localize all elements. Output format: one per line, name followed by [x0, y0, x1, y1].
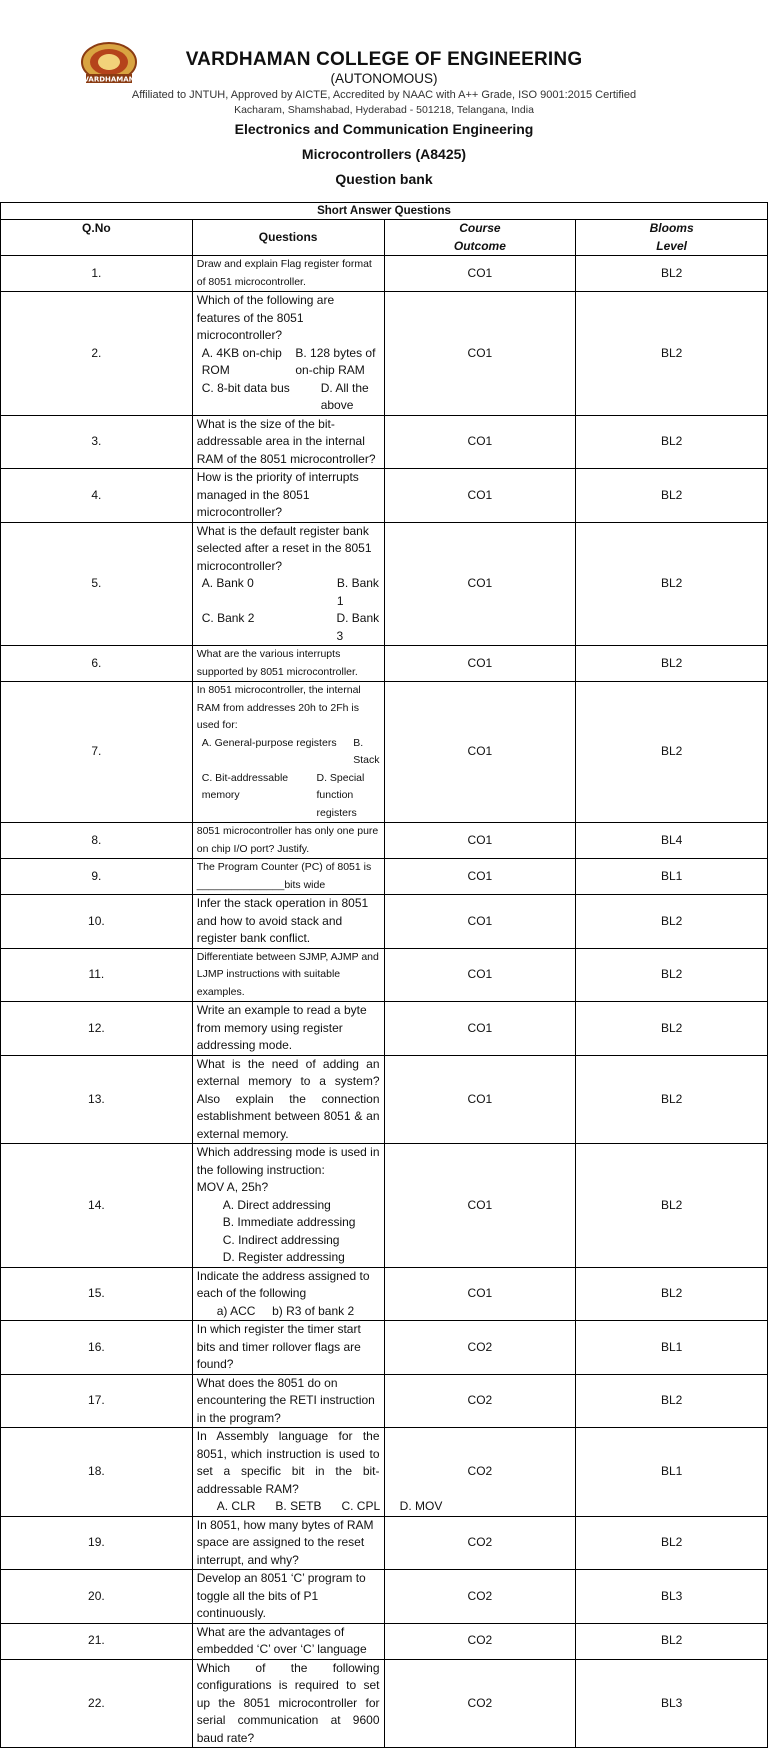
course-outcome: CO1	[384, 415, 576, 469]
course-outcome: CO2	[384, 1428, 576, 1517]
question-number: 3.	[1, 415, 193, 469]
question-text: Which of the following configurations is required to set up the 8051 microcontroller for serial communication at 9600 baud rate?	[196, 1660, 380, 1745]
blooms-level: BL2	[576, 1055, 768, 1144]
question-text: What is the size of the bit-addressable area in the internal RAM of the 8051 microcontroller?	[196, 416, 376, 466]
question-number: 11.	[1, 948, 193, 1002]
blooms-level: BL2	[576, 1002, 768, 1056]
question-text-cell	[192, 1516, 384, 1570]
table-row	[1, 823, 768, 859]
table-row	[1, 859, 768, 895]
blooms-level: BL2	[576, 415, 768, 469]
question-text-cell	[192, 1428, 443, 1517]
course-outcome: CO1	[384, 646, 576, 682]
blooms-level: BL2	[576, 1374, 768, 1428]
question-number: 8.	[1, 823, 193, 859]
question-text: What is the default register bank selected after a reset in the 8051 microcontroller?	[196, 523, 372, 573]
question-text-cell	[192, 895, 384, 949]
question-text: Draw and explain Flag register format of 8051 microcontroller.	[196, 258, 372, 288]
option: C. Indirect addressing	[222, 1232, 340, 1247]
blooms-level: BL2	[576, 1267, 768, 1321]
question-text-cell	[192, 1623, 384, 1659]
question-text-cell	[192, 256, 384, 292]
course-outcome: CO2	[384, 1374, 576, 1428]
option: B. Bank 1	[336, 576, 379, 608]
question-text: Infer the stack operation in 8051 and how to avoid stack and register bank conflict.	[196, 896, 369, 945]
blooms-level: BL2	[576, 292, 768, 416]
question-text-cell	[192, 415, 384, 469]
option-row	[197, 380, 380, 415]
blooms-level: BL2	[576, 646, 768, 682]
course-outcome: CO1	[384, 895, 576, 949]
option-line: A. CLR B. SETB C. CPL D. MOV	[216, 1499, 443, 1513]
blooms-level: BL2	[576, 1144, 768, 1268]
address-line: Kacharam, Shamshabad, Hyderabad - 501218, Telangana, India	[234, 104, 534, 116]
option: A. 4KB on-chip ROM	[201, 345, 282, 377]
col-header-qno: Q.No	[1, 220, 193, 256]
course-outcome: CO1	[384, 823, 576, 859]
question-number: 17.	[1, 1374, 193, 1428]
blooms-level: BL2	[576, 682, 768, 823]
course-outcome: CO2	[384, 1570, 576, 1624]
question-text: Write an example to read a byte from memory using register addressing mode.	[196, 1003, 367, 1052]
question-text: What are the various interrupts supported by 8051 microcontroller.	[196, 648, 358, 678]
table-row	[1, 1428, 768, 1517]
course-outcome: CO1	[384, 948, 576, 1002]
table-row	[1, 646, 768, 682]
table-row	[1, 415, 768, 469]
question-number: 2.	[1, 292, 193, 416]
table-row	[1, 895, 768, 949]
course-outcome: CO1	[384, 522, 576, 646]
table-row	[1, 522, 768, 646]
affiliation-line: Affiliated to JNTUH, Approved by AICTE, Accredited by NAAC with A++ Grade, ISO 9001:2015 Certified	[131, 89, 637, 101]
question-text-cell	[192, 823, 384, 859]
blooms-level: BL2	[576, 256, 768, 292]
question-number: 9.	[1, 859, 193, 895]
question-text: In which register the timer start bits and timer rollover flags are found?	[196, 1322, 361, 1371]
question-text-cell	[192, 1144, 384, 1268]
question-text-cell	[192, 1659, 384, 1748]
question-text: What are the advantages of embedded ‘C’ over ‘C’ language	[196, 1624, 367, 1656]
question-text: In Assembly language for the 8051, which instruction is used to set a specific bit in the bit-addressable RAM?	[196, 1429, 380, 1496]
option: D. Bank 3	[336, 611, 380, 643]
table-row	[1, 1516, 768, 1570]
col-header-bl-line2: Level	[656, 238, 687, 253]
col-header-blooms-level	[576, 220, 768, 256]
question-text-cell	[192, 292, 384, 416]
option: B. 128 bytes of on-chip RAM	[295, 345, 376, 377]
option-row	[197, 610, 380, 645]
table-row	[1, 1055, 768, 1144]
blooms-level: BL3	[576, 1570, 768, 1624]
table-row	[1, 1267, 768, 1321]
blooms-level: BL3	[576, 1659, 768, 1748]
course-outcome: CO2	[384, 1623, 576, 1659]
blooms-level: BL4	[576, 823, 768, 859]
department-title: Electronics and Communication Engineering	[234, 121, 534, 137]
option-row	[197, 345, 380, 380]
question-number: 22.	[1, 1659, 193, 1748]
option-line: a) ACC b) R3 of bank 2	[216, 1303, 355, 1318]
question-number: 4.	[1, 469, 193, 523]
autonomous-label: (AUTONOMOUS)	[330, 71, 438, 86]
instruction-text: MOV A, 25h?	[196, 1180, 269, 1194]
question-text-cell	[192, 522, 384, 646]
question-text-cell	[192, 1055, 384, 1144]
course-outcome: CO1	[384, 256, 576, 292]
question-number: 1.	[1, 256, 193, 292]
option: D. Special function registers	[316, 771, 365, 819]
col-header-questions: Questions	[192, 220, 384, 256]
question-number: 13.	[1, 1055, 193, 1144]
document-title: Question bank	[335, 171, 433, 187]
course-outcome: CO1	[384, 1144, 576, 1268]
question-number: 5.	[1, 522, 193, 646]
question-number: 18.	[1, 1428, 193, 1517]
table-row	[1, 469, 768, 523]
question-text-cell	[192, 1267, 384, 1321]
option: A. General-purpose registers	[201, 736, 337, 749]
col-header-bl-line1: Blooms	[649, 221, 694, 235]
course-outcome: CO1	[384, 469, 576, 523]
course-outcome: CO1	[384, 1002, 576, 1056]
blooms-level: BL2	[576, 1623, 768, 1659]
question-text: What is the need of adding an external memory to a system? Also explain the connection establishment between 8051 & an external memory.	[196, 1056, 380, 1141]
table-row	[1, 1144, 768, 1268]
question-number: 12.	[1, 1002, 193, 1056]
question-text: The Program Counter (PC) of 8051 is _______________bits wide	[196, 861, 372, 891]
question-text-cell	[192, 1374, 384, 1428]
question-text: In 8051 microcontroller, the internal RAM from addresses 20h to 2Fh is used for:	[196, 684, 361, 731]
blooms-level: BL1	[576, 859, 768, 895]
section-title: Short Answer Questions	[1, 203, 768, 220]
course-outcome: CO1	[384, 1267, 576, 1321]
question-text-cell	[192, 1570, 384, 1624]
question-text-cell	[192, 469, 384, 523]
college-name: VARDHAMAN COLLEGE OF ENGINEERING	[185, 49, 583, 70]
course-title: Microcontrollers (A8425)	[301, 146, 467, 162]
option: C. Bit-addressable memory	[201, 771, 289, 801]
question-text: Which of the following are features of the 8051 microcontroller?	[196, 293, 335, 342]
logo-text: VARDHAMAN	[83, 75, 135, 84]
option: D. All the above	[320, 380, 369, 412]
question-text-cell	[192, 646, 384, 682]
question-text: How is the priority of interrupts managed in the 8051 microcontroller?	[196, 470, 359, 519]
question-number: 10.	[1, 895, 193, 949]
course-outcome: CO2	[384, 1516, 576, 1570]
question-text: 8051 microcontroller has only one pure on chip I/O port? Justify.	[196, 825, 379, 855]
col-header-co-line2: Outcome	[453, 238, 506, 253]
question-text: Differentiate between SJMP, AJMP and LJMP instructions with suitable examples.	[196, 950, 379, 998]
table-row	[1, 1002, 768, 1056]
course-outcome: CO1	[384, 859, 576, 895]
question-text: Develop an 8051 ‘C’ program to toggle all the bits of P1 continuously.	[196, 1571, 366, 1620]
course-outcome: CO2	[384, 1321, 576, 1375]
question-number: 7.	[1, 682, 193, 823]
question-number: 14.	[1, 1144, 193, 1268]
table-row	[1, 1623, 768, 1659]
table-row	[1, 256, 768, 292]
question-number: 21.	[1, 1623, 193, 1659]
blooms-level: BL2	[576, 1516, 768, 1570]
option: A. Direct addressing	[222, 1197, 331, 1212]
question-table	[0, 202, 768, 1748]
option: A. Bank 0	[201, 576, 254, 590]
course-outcome: CO1	[384, 292, 576, 416]
option-row	[197, 575, 380, 610]
table-row	[1, 1659, 768, 1748]
blooms-level: BL1	[576, 1321, 768, 1375]
option: B. Immediate addressing	[222, 1215, 356, 1229]
blooms-level: BL2	[576, 469, 768, 523]
question-text-cell	[192, 948, 384, 1002]
question-number: 16.	[1, 1321, 193, 1375]
blooms-level: BL2	[576, 948, 768, 1002]
col-header-co-line1: Course	[459, 221, 501, 235]
table-row	[1, 1374, 768, 1428]
question-number: 15.	[1, 1267, 193, 1321]
option-row	[197, 735, 380, 770]
blooms-level: BL1	[576, 1428, 768, 1517]
option-row	[197, 770, 380, 823]
question-text-cell	[192, 1002, 384, 1056]
question-text: In 8051, how many bytes of RAM space are assigned to the reset interrupt, and why?	[196, 1517, 374, 1567]
table-row	[1, 1570, 768, 1624]
course-outcome: CO1	[384, 1055, 576, 1144]
question-text: Indicate the address assigned to each of the following	[196, 1268, 370, 1300]
option: B. Stack	[353, 736, 380, 766]
question-number: 6.	[1, 646, 193, 682]
option: C. 8-bit data bus	[201, 380, 290, 395]
question-text: What does the 8051 do on encountering the RETI instruction in the program?	[196, 1375, 375, 1425]
option: C. Bank 2	[201, 611, 255, 625]
course-outcome: CO1	[384, 682, 576, 823]
table-row	[1, 1321, 768, 1375]
course-outcome: CO2	[384, 1659, 576, 1748]
table-row	[1, 292, 768, 416]
table-row	[1, 682, 768, 823]
blooms-level: BL2	[576, 522, 768, 646]
blooms-level: BL2	[576, 895, 768, 949]
col-header-course-outcome	[384, 220, 576, 256]
question-text-cell	[192, 1321, 384, 1375]
question-number: 19.	[1, 1516, 193, 1570]
table-row	[1, 948, 768, 1002]
option: D. Register addressing	[222, 1250, 345, 1264]
question-text-cell	[192, 682, 384, 823]
question-number: 20.	[1, 1570, 193, 1624]
question-text: Which addressing mode is used in the following instruction:	[196, 1145, 380, 1177]
question-text-cell	[192, 859, 384, 895]
